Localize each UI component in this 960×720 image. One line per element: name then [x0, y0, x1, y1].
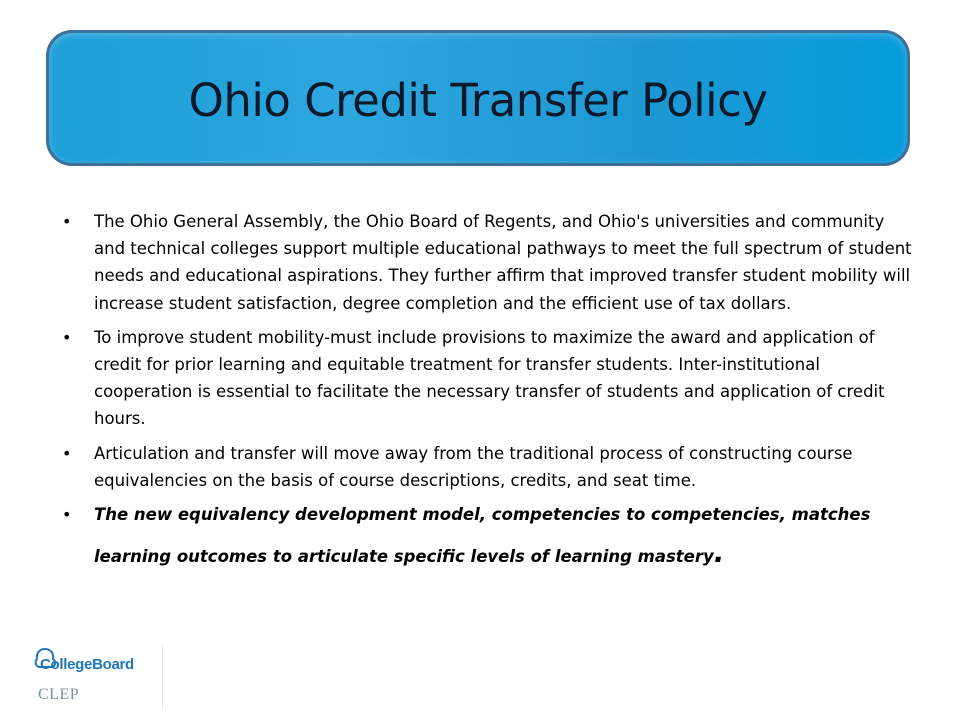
bullet-list — [62, 208, 912, 585]
bullet-text: To improve student mobility-must include provisions to maximize the award and application of credit for prior learning and equitable treatment for transfer students. Inter-institutional cooperation is essential to facilitate the necessary transfer of students and application of credit hours. — [94, 327, 885, 429]
bullet-text: The Ohio General Assembly, the Ohio Board of Regents, and Ohio's universities and community and technical colleges support multiple educational pathways to meet the full spectrum of student needs and educational aspirations. They further affirm that improved transfer student mobility will increase student satisfaction, degree completion and the efficient use of tax dollars. — [94, 212, 912, 313]
bullet-icon: • — [62, 443, 72, 463]
emphasis-bullet-text: The new equivalency development model, competencies to competencies, matches learning outcomes to articulate specific levels of learning mastery — [94, 505, 871, 567]
logo-subtitle: CLEP — [38, 686, 80, 703]
bullet-icon: • — [62, 505, 72, 525]
slide-title: Ohio Credit Transfer Policy — [188, 73, 768, 127]
emphasis-period: . — [713, 536, 725, 570]
bullet-icon: • — [62, 212, 72, 231]
title-banner — [46, 30, 910, 166]
list-item — [62, 208, 912, 317]
list-item — [62, 440, 912, 494]
logo-wordmark: CollegeBoard — [40, 656, 134, 673]
collegeboard-logo — [30, 644, 163, 710]
list-item-emphasis — [62, 494, 912, 578]
bullet-text: Articulation and transfer will move away from the traditional process of constructing course equivalencies on the basis of course descriptions, credits, and seat time. — [94, 443, 853, 490]
list-item — [62, 324, 912, 433]
bullet-icon: • — [62, 327, 72, 347]
